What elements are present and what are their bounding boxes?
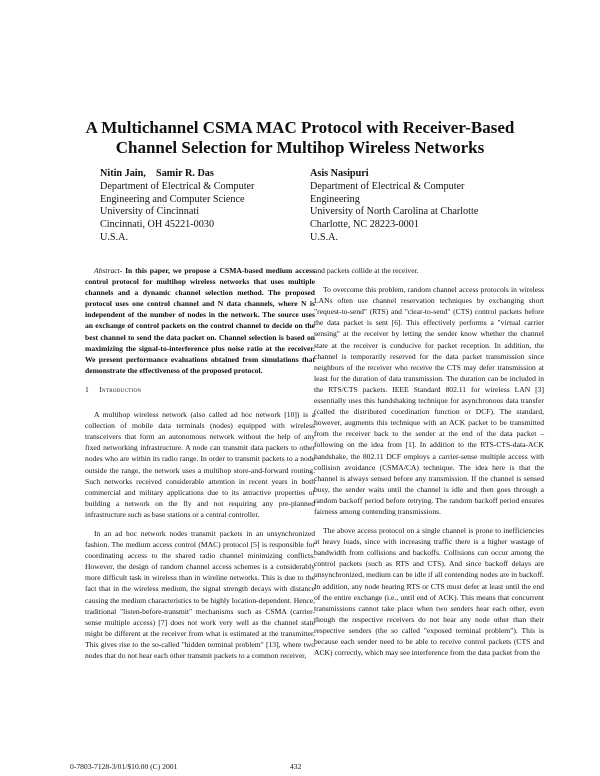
author-block-right: [310, 168, 478, 245]
author-names: Nitin Jain, Samir R. Das: [100, 168, 214, 179]
affiliation-line: University of North Carolina at Charlotte: [310, 206, 479, 218]
body-paragraph: A multihop wireless network (also called ad hoc network [10]) is a collection of mobile data terminals (nodes) equipped with wireless transceivers that form an autonomous network without the help of any fixed networking infrastructure. A node can transmit data packets to other nodes who are within its radio range. In order to transmit packets to a node outside the range, the network uses a multihop store-and-forward routing. Such networks received considerable attention in recent years in both commercial and military applications due to its attractive properties of building a network on the fly and not requiring any pre-planned infrastructure such as base stations or a central controller.: [85, 410, 315, 519]
affiliation-line: U.S.A.: [100, 231, 129, 243]
affiliation-line: Charlotte, NC 28223-0001: [310, 219, 419, 231]
author-names: Asis Nasipuri: [310, 168, 369, 179]
affiliation-line: Department of Electrical & Computer: [100, 180, 255, 192]
affiliation-line: University of Cincinnati: [100, 206, 200, 218]
section-heading: [85, 384, 315, 395]
copyright-footer: 0-7803-7128-3/01/$10.00 (C) 2001: [70, 762, 178, 771]
abstract-label: Abstract: [94, 266, 120, 275]
body-paragraph: In an ad hoc network nodes transmit packets in an unsynchronized fashion. The medium access control (MAC) protocol [5] is responsible for coordinating access to the shared radio channel minimizing conflicts. However, the design of random channel access schemes is a considerably more difficult task in wireless than in wireline networks. This is due to the fact that in the wireless medium, the signal strength decays with distance causing the medium characteristics to be highly location-dependent. Hence, traditional "listen-before-transmit" mechanisms such as CSMA (carrier-sense multiple access) [7] does not work very well as the channel state might be different at the receiver from what is estimated at the transmitter. This gives rise to the so-called "hidden terminal problem" [13], where two nodes that do not hear each other transmit packets to a common receiver,: [85, 528, 315, 660]
page-number: 432: [290, 762, 302, 771]
affiliation-line: Engineering: [310, 193, 360, 205]
abstract: [85, 265, 315, 376]
affiliation-line: Engineering and Computer Science: [100, 193, 245, 205]
left-column: [85, 265, 315, 669]
section-title: Introduction: [99, 384, 142, 394]
affiliation-line: Department of Electrical & Computer: [310, 180, 465, 192]
body-paragraph: To overcome this problem, random channel access protocols in wireless LANs often use channel reservation techniques by exchanging short "request-to-send" (RTS) and "clear-to-send" (CTS) control packets before the data packet is sent [6]. This effectively performs a "virtual carrier sensing" at the receiver by letting the sender know whether the channel state at the receiver is conducive for packet reception. In addition, the channel is temporarily reserved for the data packet transmission since neighbors of the receiver who receive the CTS may defer transmission at least for the duration of data transmission. The duration can be included in the RTS/CTS packets. IEEE Standard 802.11 for wireless LAN [3] essentially uses this handshaking technique for asynchronous data transfer (called the distributed coordination function or DCF). The standard, however, augments this technique with an ACK packet to be transmitted from the receiver back to the sender at the end of the data packet – following on the idea from [1]. In addition to the RTS-CTS-data-ACK handshake, the 802.11 DCF employs a carrier-sense multiple access with collision avoidance (CSMA/CA) technique. The idea here is that the channel is always sensed before any transmission. If the channel is sensed busy, the sender waits until the channel is idle and then goes through a random backoff period before retrying. The random backoff period ensures fairness among contending transmissions.: [314, 285, 544, 516]
affiliation-line: U.S.A.: [310, 231, 339, 243]
abstract-text: - In this paper, we propose a CSMA-based medium access control protocol for multihop wireless networks that uses multiple channels and a dynamic channel selection method. The proposed protocol uses one control channel and N data channels, where N is independent of the number of nodes in the network. The source uses an exchange of control packets on the control channel to decide on the best channel to send the data packet on. Channel selection is based on maximizing the signal-to-interference plus noise ratio at the receiver. We present performance evaluations obtained from simulations that demonstrate the effectiveness of the proposed protocol.: [85, 266, 315, 375]
body-paragraph: The above access protocol on a single channel is prone to inefficiencies at heavy loads, since with increasing traffic there is a higher wastage of bandwidth from collisions and backoffs. Collisions can occur among the control packets (such as RTS and CTS). And since backoff delays are unsynchronized, medium can be idle if all contending nodes are in backoff. In addition, any node hearing RTS or CTS must defer at least until the end of the entire exchange (i.e., until end of ACK). This means that concurrent transmissions cannot take place when two senders hear each other, even though the respective receivers do not hear any node other than their respective senders (the so called "exposed terminal problem"). This is because each sender need to be able to receive control packets (CTS and ACK) correctly, which may see interference from the data packet from the: [314, 526, 544, 658]
affiliation-line: Cincinnati, OH 45221-0030: [100, 219, 215, 231]
right-column: [314, 265, 544, 666]
section-number: 1: [85, 384, 90, 394]
author-block-left: [100, 168, 254, 245]
paper-title: A Multichannel CSMA MAC Protocol with Receiver-Based Channel Selection for Multihop Wireless Networks: [85, 118, 515, 157]
body-paragraph-continuation: and packets collide at the receiver.: [314, 266, 419, 275]
